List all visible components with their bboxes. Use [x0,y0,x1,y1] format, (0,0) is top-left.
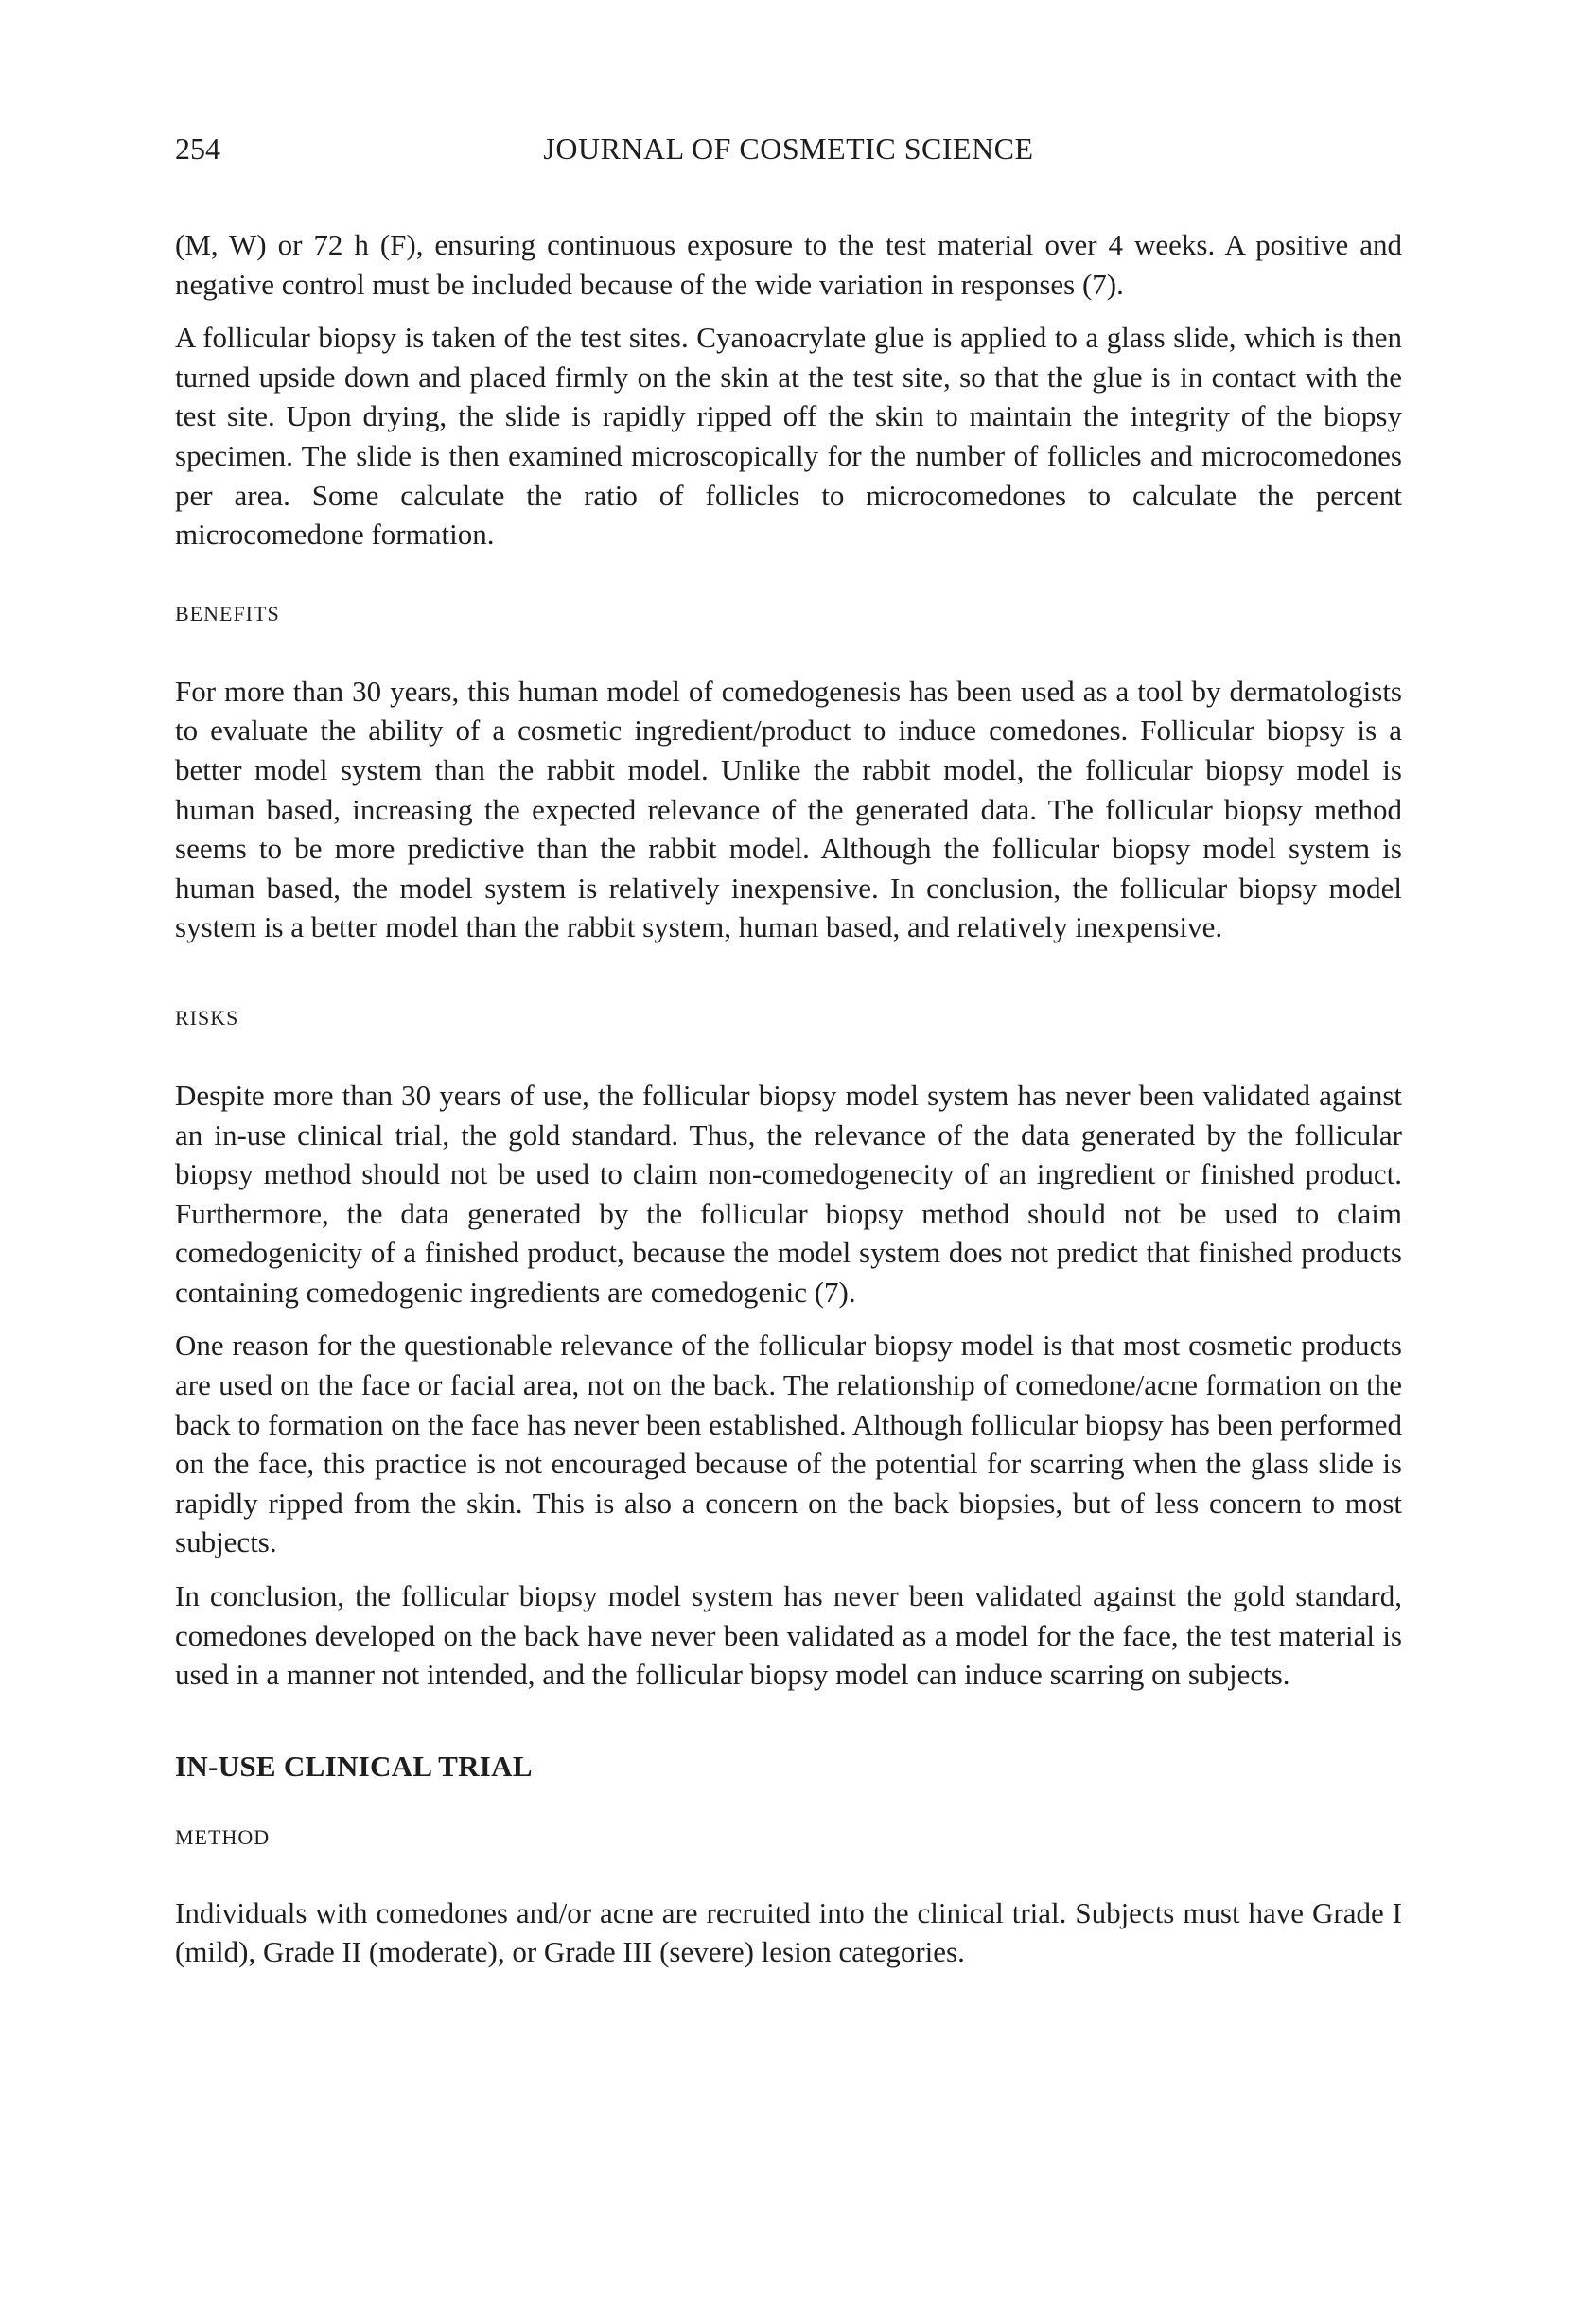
intro-paragraph-1: (M, W) or 72 h (F), ensuring continuous exposure to the test material over 4 weeks. A positive and negative control must be included because of the wide variation in responses (7). [175,228,1402,301]
clinical-trial-heading: IN-USE CLINICAL TRIAL [175,1749,533,1783]
risks-subheading: RISKS [175,1005,239,1030]
method-subheading: METHOD [175,1824,271,1849]
journal-page [175,0,1402,2306]
benefits-paragraph-1: For more than 30 years, this human model of comedogenesis has been used as a tool by dermatologists to evaluate the ability of a cosmetic ingredient/product to induce comedones. Follicular biopsy is a better model system than the rabbit model. Unlike the rabbit model, the follicular biopsy model is human based, increasing the expected relevance of the generated data. The follicular biopsy method seems to be more predictive than the rabbit model. Although the follicular biopsy model system is human based, the model system is relatively inexpensive. In conclusion, the follicular biopsy model system is a better model than the rabbit system, human based, and relatively inexpensive. [175,674,1402,944]
page-number: 254 [175,132,220,166]
risks-paragraph-1: Despite more than 30 years of use, the follicular biopsy model system has never been validated against an in-use clinical trial, the gold standard. Thus, the relevance of the data generated by the follicular biopsy method should not be used to claim non-comedogenecity of an ingredient or finished product. Furthermore, the data generated by the follicular biopsy method should not be used to claim comedogenicity of a finished product, because the model system does not predict that finished products containing comedogenic ingredients are comedogenic (7). [175,1078,1402,1309]
method-paragraph-1: Individuals with comedones and/or acne are recruited into the clinical trial. Subjects must have Grade I (mild), Grade II (moderate), or Grade III (severe) lesion categories. [175,1895,1402,1969]
risks-paragraph-3: In conclusion, the follicular biopsy model system has never been validated against the gold standard, comedones developed on the back have never been validated as a model for the face, the test material is used in a manner not intended, and the follicular biopsy model can induce scarring on subjects. [175,1579,1402,1692]
running-head [175,125,1402,172]
benefits-subheading: BENEFITS [175,601,280,625]
risks-paragraph-2: One reason for the questionable relevance of the follicular biopsy model is that most cosmetic products are used on the face or facial area, not on the back. The relationship of comedone/acne formation on the back to formation on the face has never been established. Although follicular biopsy has been performed on the face, this practice is not encouraged because of the potential for scarring when the glass slide is rapidly ripped from the skin. This is also a concern on the back biopsies, but of less concern to most subjects. [175,1329,1402,1559]
journal-title: JOURNAL OF COSMETIC SCIENCE [543,132,1034,166]
intro-paragraph-2: A follicular biopsy is taken of the test sites. Cyanoacrylate glue is applied to a glass slide, which is then turned upside down and placed firmly on the skin at the test site, so that the glue is in contact with the test site. Upon drying, the slide is rapidly ripped off the skin to maintain the integrity of the biopsy specimen. The slide is then examined microscopically for the number of follicles and microcomedones per area. Some calculate the ratio of follicles to microcomedones to calculate the percent microcomedone formation. [175,321,1402,552]
article-body [175,225,1402,1972]
